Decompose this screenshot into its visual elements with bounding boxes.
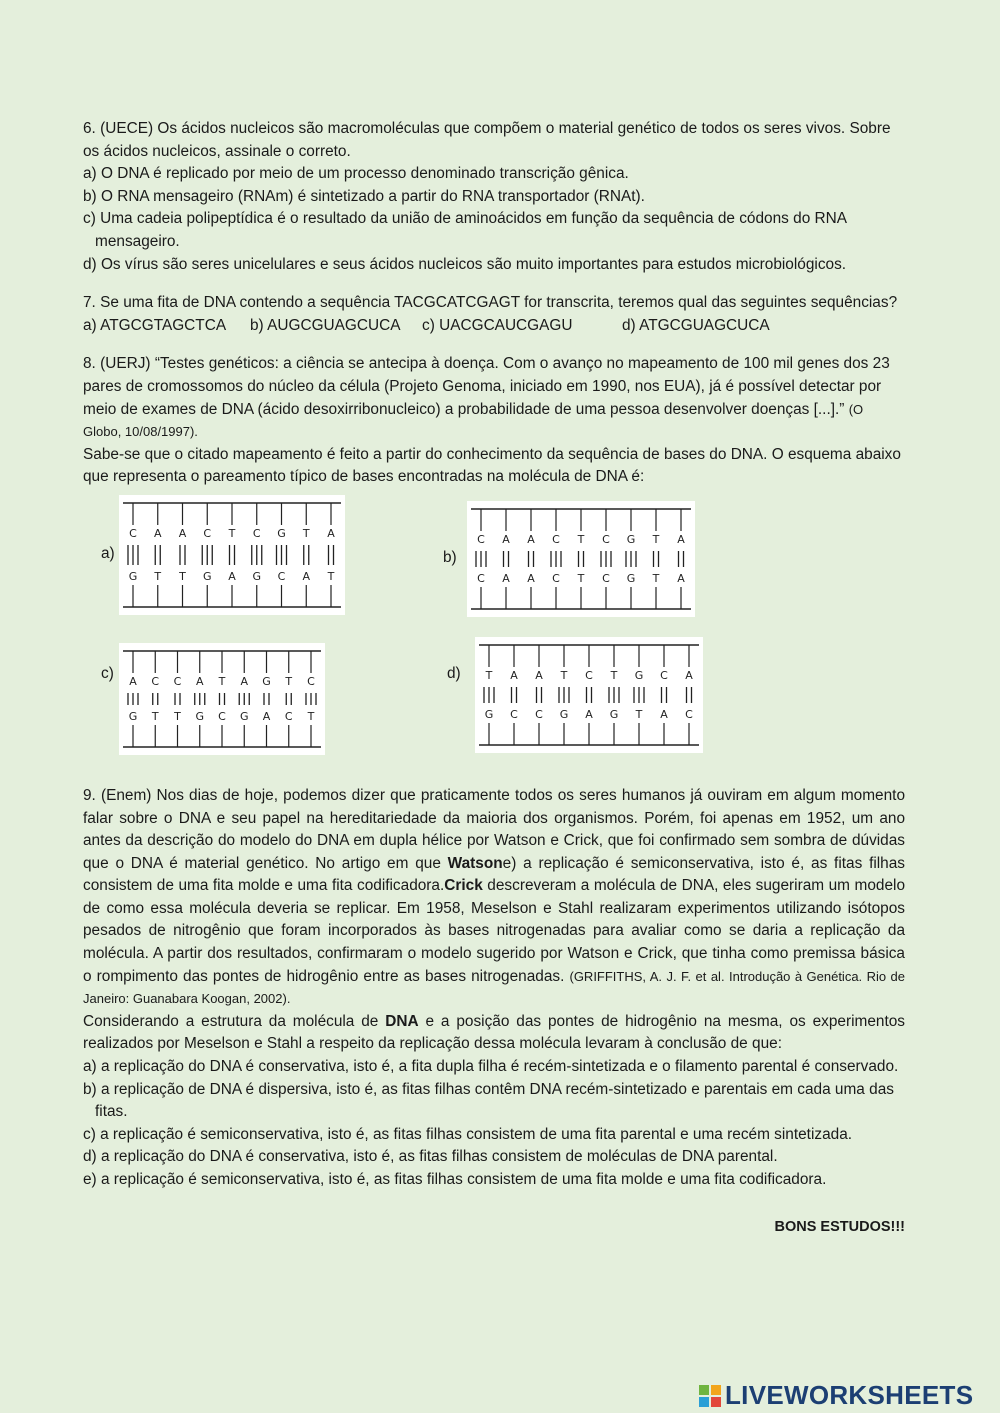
question-7-option-d: d) ATGCGUAGCUCA <box>622 316 770 334</box>
dna-top-base: A <box>129 674 137 688</box>
dna-top-base: G <box>277 526 286 540</box>
dna-option-b-svg <box>467 501 695 617</box>
dna-top-base: C <box>151 674 160 688</box>
question-7-option-c: c) UACGCAUCGAGU <box>422 316 573 334</box>
dna-top-base: A <box>178 526 187 540</box>
question-9-text-1: 9. (Enem) Nos dias de hoje, podemos dizer que praticamente todos os seres humanos já ouviram em algum momento falar sobre o DNA e seu papel na hereditariedade da maioria dos organismos. Porém, foi apenas em 1952, um ano antes da descrição do modelo do DNA em dupla hélice por Watson e Crick, que foi confirmado sem sombra de dúvidas que o DNA é material genético. No artigo em que <box>83 786 905 872</box>
question-9-option-a: a) a replicação do DNA é conservativa, isto é, a fita dupla filha é recém-sintetizada e o filamento parental é conservado. <box>83 1058 899 1076</box>
dna-option-d-label: d) <box>447 664 461 682</box>
dna-bottom-base: T <box>174 709 181 723</box>
dna-top-base: G <box>626 532 636 546</box>
dna-bottom-base: C <box>277 569 286 583</box>
dna-diagram-options <box>83 495 905 767</box>
dna-top-base: C <box>477 532 485 546</box>
dna-option-b-diagram <box>467 501 695 617</box>
question-9 <box>83 785 905 1192</box>
dna-bottom-base: A <box>585 707 593 721</box>
dna-option-c-diagram <box>119 643 325 755</box>
dna-top-base: A <box>327 526 335 540</box>
question-9-text-2: descreveram a molécula de DNA, eles sugeriram um modelo de como essa molécula deveria se replicar. Em 1958, Meselson e Stahl realizaram experimentos utilizando isótopos pesados de nitrogênio que foram incorporados às bases nitrogenadas para avaliar como se daria a replicação da molécula. A partir dos resultados, confirmaram o modelo sugerido por Watson e Crick, que tinha como premissa básica o rompimento das pontes de hidrogênio entre as bases nitrogenadas. <box>83 877 906 985</box>
question-9-option-c: c) a replicação é semiconservativa, isto é, as fitas filhas consistem de uma fita parental e uma recém sintetizada. <box>83 1125 853 1143</box>
dna-top-base: T <box>228 526 236 540</box>
dna-top-base: A <box>535 668 543 682</box>
dna-bottom-base: T <box>151 709 159 723</box>
question-9-dna-bold: DNA <box>385 1012 419 1030</box>
dna-top-base: C <box>307 674 315 688</box>
closing-message: BONS ESTUDOS!!! <box>774 1218 905 1235</box>
question-9-crick: Crick <box>444 877 483 895</box>
question-9-and: e) a replicação é semiconservativa, isto é, as fitas filhas consistem de uma fita molde e uma fita codificadora. <box>83 854 905 895</box>
dna-bottom-base: T <box>577 571 585 585</box>
dna-bottom-base: C <box>602 571 610 585</box>
dna-bottom-base: C <box>685 707 693 721</box>
question-9-paragraph-2 <box>83 1011 905 1056</box>
dna-bottom-base: C <box>552 571 560 585</box>
dna-top-base: A <box>677 532 685 546</box>
question-9-citation: (GRIFFITHS, A. J. F. et al. Introdução à Genética. Rio de Janeiro: Guanabara Koogan, 2002). <box>83 968 905 1007</box>
question-9-watson: Watson <box>447 854 503 872</box>
dna-top-base: C <box>602 532 610 546</box>
dna-option-c-label: c) <box>101 664 114 682</box>
question-6-option-a: a) O DNA é replicado por meio de um processo denominado transcrição gênica. <box>83 165 629 183</box>
dna-top-base: G <box>634 668 644 682</box>
dna-option-a-label: a) <box>101 544 115 562</box>
dna-top-base: C <box>129 526 137 540</box>
dna-bottom-base: G <box>626 571 636 585</box>
dna-bottom-base: T <box>652 571 660 585</box>
question-6-option-d: d) Os vírus são seres unicelulares e seus ácidos nucleicos são muito importantes para estudos microbiológicos. <box>83 255 847 273</box>
question-7-options <box>83 315 905 338</box>
dna-top-base: A <box>502 532 510 546</box>
question-8 <box>83 353 905 767</box>
dna-bottom-base: A <box>502 571 510 585</box>
dna-top-base: A <box>195 674 204 688</box>
dna-top-base: T <box>610 668 618 682</box>
question-8-quote: 8. (UERJ) “Testes genéticos: a ciência se antecipa à doença. Com o avanço no mapeamento de 100 mil genes dos 23 pares de cromossomos do núcleo da célula (Projeto Genoma, iniciado em 1990, nos EUA), já é possível detectar por meio de exames de DNA (ácido desoxirribonucleico) a probabilidade de uma pessoa desenvolver doenças [...].” <box>83 355 890 418</box>
question-8-stem <box>83 353 905 443</box>
liveworksheets-logo-icon <box>699 1385 721 1407</box>
dna-bottom-base: G <box>128 709 138 723</box>
question-7 <box>83 292 905 337</box>
liveworksheets-logo-text: LIVEWORKSHEETS <box>725 1380 974 1410</box>
question-6 <box>83 118 905 276</box>
dna-top-base: G <box>262 674 271 688</box>
dna-top-base: C <box>660 668 668 682</box>
dna-top-base: T <box>302 526 310 540</box>
dna-bottom-base: G <box>252 569 262 583</box>
dna-bottom-base: C <box>535 707 543 721</box>
dna-bottom-base: T <box>327 569 335 583</box>
question-7-stem: 7. Se uma fita de DNA contendo a sequência TACGCATCGAGT for transcrita, teremos qual das seguintes sequências? <box>83 294 898 312</box>
dna-bottom-base: G <box>195 709 205 723</box>
dna-bottom-base: C <box>477 571 485 585</box>
dna-top-base: T <box>577 532 585 546</box>
dna-top-base: A <box>527 532 535 546</box>
dna-top-base: T <box>218 674 226 688</box>
question-8-stem-2: Sabe-se que o citado mapeamento é feito a partir do conhecimento da sequência de bases do DNA. O esquema abaixo que representa o pareamento típico de bases encontradas na molécula de DNA é: <box>83 445 901 486</box>
dna-bottom-base: G <box>559 707 569 721</box>
dna-bottom-base: A <box>228 569 236 583</box>
dna-option-d-svg <box>475 637 703 753</box>
dna-bottom-base: T <box>635 707 643 721</box>
question-6-option-b: b) O RNA mensageiro (RNAm) é sintetizado a partir do RNA transportador (RNAt). <box>83 187 645 205</box>
question-9-option-b: b) a replicação de DNA é dispersiva, isto é, as fitas filhas contêm DNA recém-sintetizado e parentais em cada uma das fitas. <box>83 1080 894 1121</box>
dna-top-base: C <box>552 532 560 546</box>
dna-top-base: A <box>153 526 162 540</box>
question-8-source: (O Globo, 10/08/1997). <box>83 401 864 440</box>
question-9-option-e: e) a replicação é semiconservativa, isto é, as fitas filhas consistem de uma fita molde e uma fita codificadora. <box>83 1171 827 1188</box>
dna-bottom-base: C <box>510 707 518 721</box>
dna-top-base: A <box>685 668 693 682</box>
dna-bottom-base: G <box>239 709 249 723</box>
dna-bottom-base: G <box>484 707 494 721</box>
question-9-option-d: d) a replicação do DNA é conservativa, isto é, as fitas filhas consistem de moléculas de DNA parental. <box>83 1148 778 1166</box>
dna-bottom-base: T <box>179 569 186 583</box>
question-6-option-c: c) Uma cadeia polipeptídica é o resultado da união de aminoácidos em função da sequência de códons do RNA mensageiro. <box>83 210 847 250</box>
dna-bottom-base: A <box>527 571 535 585</box>
dna-top-base: C <box>252 526 261 540</box>
dna-bottom-base: A <box>677 571 685 585</box>
liveworksheets-logo <box>699 1380 973 1411</box>
dna-bottom-base: C <box>218 709 226 723</box>
question-9-text-4: e a posição das pontes de hidrogênio na mesma, os experimentos realizados por Meselson e Stahl a respeito da replicação dessa molécula levaram à conclusão de que: <box>83 1012 905 1053</box>
dna-bottom-base: A <box>302 569 311 583</box>
dna-option-a-diagram <box>119 495 345 615</box>
dna-top-base: A <box>510 668 518 682</box>
dna-top-base: T <box>285 674 293 688</box>
dna-bottom-base: T <box>307 709 315 723</box>
dna-option-a-svg <box>119 495 345 615</box>
dna-top-base: C <box>173 674 182 688</box>
question-6-stem: 6. (UECE) Os ácidos nucleicos são macromoléculas que compõem o material genético de todos os seres vivos. Sobre os ácidos nucleicos, assinale o correto. <box>83 120 891 160</box>
dna-bottom-base: A <box>660 707 668 721</box>
question-9-text-3: Considerando a estrutura da molécula de <box>83 1012 386 1030</box>
dna-bottom-base: G <box>609 707 619 721</box>
dna-option-d-diagram <box>475 637 703 753</box>
dna-option-b-label: b) <box>443 548 457 566</box>
dna-top-base: A <box>240 674 249 688</box>
question-7-option-a: a) ATGCGTAGCTCA <box>83 316 227 334</box>
question-7-option-b: b) AUGCGUAGCUCA <box>250 316 401 334</box>
dna-bottom-base: A <box>262 709 271 723</box>
dna-top-base: T <box>560 668 568 682</box>
dna-top-base: T <box>485 668 493 682</box>
dna-top-base: T <box>652 532 660 546</box>
question-9-paragraph-1 <box>83 785 905 1011</box>
dna-option-c-svg <box>119 643 325 755</box>
dna-top-base: C <box>203 526 212 540</box>
dna-bottom-base: G <box>202 569 212 583</box>
dna-bottom-base: G <box>128 569 138 583</box>
dna-bottom-base: C <box>284 709 293 723</box>
dna-bottom-base: T <box>154 569 162 583</box>
dna-top-base: C <box>585 668 593 682</box>
worksheet-page <box>83 118 905 1238</box>
